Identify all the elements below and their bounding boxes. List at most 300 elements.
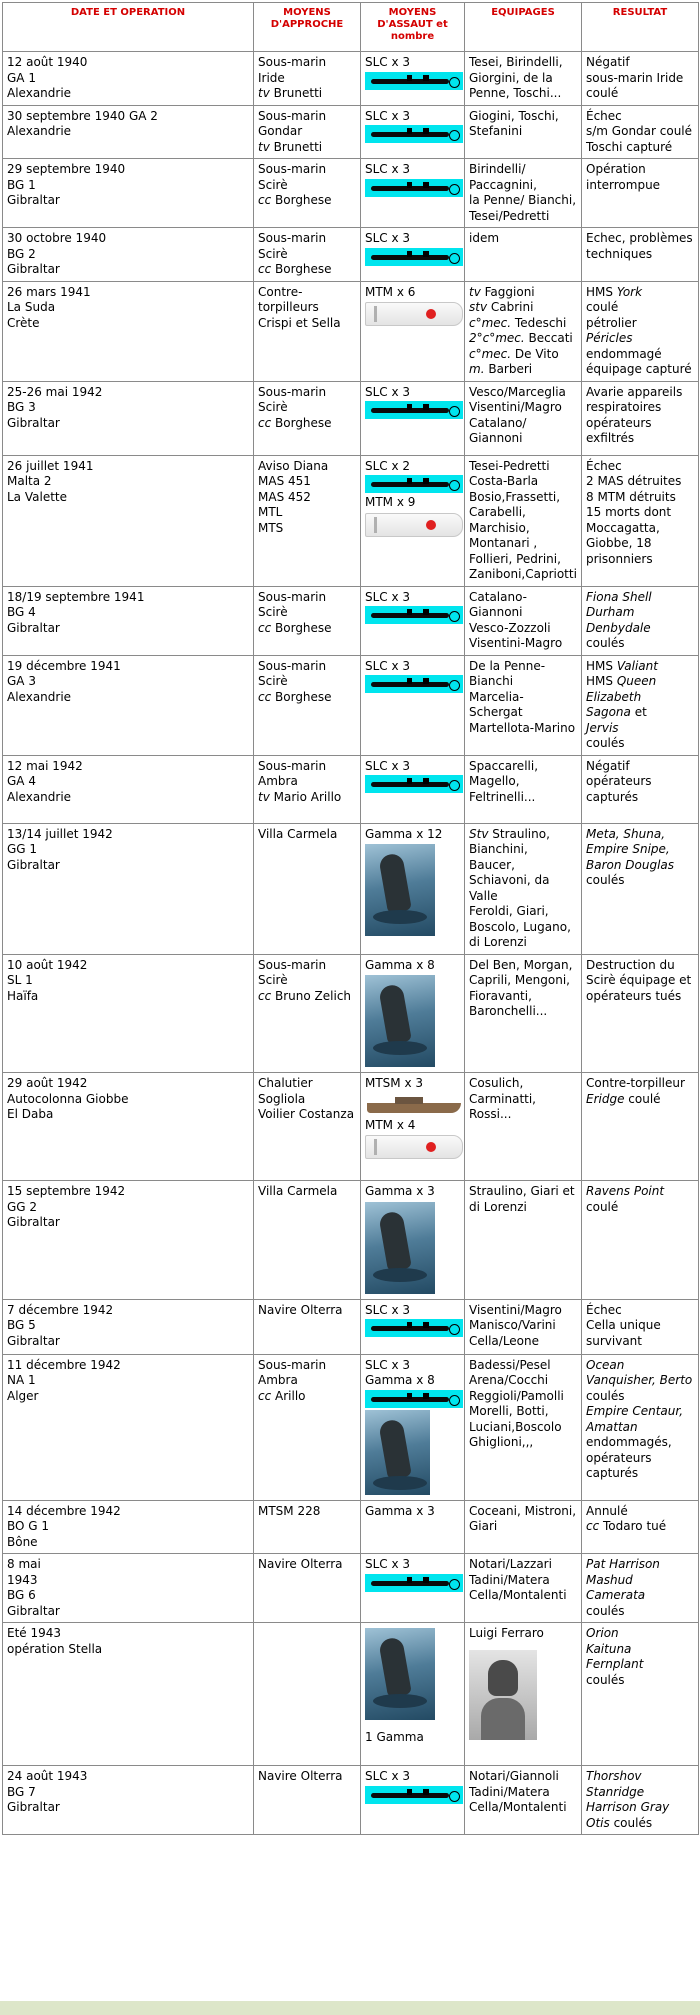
result-line-text: pétrolier (586, 315, 637, 330)
result-line (586, 1657, 694, 1673)
approach-cell (254, 755, 361, 823)
crew-line-text: Straulino, (488, 826, 550, 841)
date-operation-cell (3, 586, 254, 655)
approach-commander-text: Borghese (271, 415, 332, 430)
approach-commander-text: Bruno Zelich (271, 988, 352, 1003)
crews-text: Spaccarelli, Magello, Feltrinelli... (469, 758, 539, 804)
assault-cell (361, 159, 465, 228)
approach-cell (254, 1354, 361, 1500)
result-line-text: endommagés, opérateurs capturés (586, 1435, 672, 1480)
approach-text: Sous-marin Scirè (258, 231, 327, 261)
result-line-italic: Queen Elizabeth (586, 674, 657, 704)
crews-cell (465, 586, 582, 655)
table-row (3, 159, 699, 228)
crews-text: De la Penne-Bianchi Marcelia-Schergat Martellota-Marino (469, 658, 576, 735)
slc-seat (407, 182, 412, 188)
crews-text: Cosulich, Carminatti, Rossi... (469, 1076, 536, 1121)
result-line-italic: Stanridge (586, 1784, 645, 1799)
approach-commander-italic: cc (258, 1388, 272, 1403)
date-operation-cell (3, 1073, 254, 1181)
assault-cell (361, 655, 465, 755)
slc-seat (407, 1393, 412, 1399)
slc-seat (407, 609, 412, 615)
crews-cell (465, 1073, 582, 1181)
slc-torpedo-image (365, 401, 463, 419)
assault-label: Gamma x 12 (365, 826, 443, 841)
result-line (586, 659, 694, 675)
approach-cell (254, 455, 361, 586)
result-cell (582, 755, 699, 823)
assault-label: 1 Gamma (365, 1730, 424, 1744)
approach-commander-italic: tv (258, 86, 270, 100)
assault-label: SLC x 3 (365, 108, 411, 123)
assault-cell (361, 954, 465, 1073)
result-cell (582, 1354, 699, 1500)
result-line (586, 873, 694, 889)
crew-line-text: De Vito (511, 346, 559, 361)
approach-commander (258, 193, 356, 209)
approach-commander (258, 1389, 356, 1405)
result-cell (582, 52, 699, 106)
approach-commander-text: Borghese (271, 620, 332, 635)
approach-text: Sous-marin Scirè (258, 162, 327, 192)
slc-seat (407, 1322, 412, 1328)
slc-seat (423, 778, 429, 784)
header-assault: MOYENS D'ASSAUT et nombre (361, 3, 465, 52)
result-line-italic: Empire Centaur, Amattan (586, 1404, 684, 1434)
result-cell (582, 455, 699, 586)
crew-line (469, 842, 577, 904)
crews-cell (465, 1299, 582, 1354)
result-line (586, 1076, 694, 1092)
result-line-italic: Ravens Point (586, 1184, 665, 1198)
result-line (586, 1642, 694, 1658)
slc-seat (407, 404, 412, 410)
assault-cell (361, 105, 465, 159)
crew-line (469, 904, 577, 951)
approach-commander-italic: cc (258, 193, 272, 207)
result-line-text: HMS (586, 674, 617, 688)
approach-cell (254, 228, 361, 282)
slc-seat (407, 1577, 412, 1583)
assault-label: MTSM x 3 (365, 1076, 424, 1090)
approach-cell (254, 823, 361, 954)
slc-torpedo-image (365, 675, 463, 693)
crews-cell (465, 1554, 582, 1623)
table-row (3, 228, 699, 282)
result-line (586, 300, 694, 316)
crew-line (469, 362, 577, 378)
assault-cell (361, 586, 465, 655)
result-line (586, 605, 694, 621)
date-operation-cell (3, 159, 254, 228)
crews-cell (465, 455, 582, 586)
table-row (3, 281, 699, 381)
assault-cell (361, 1299, 465, 1354)
result-line (586, 1557, 694, 1573)
result-cell (582, 159, 699, 228)
crews-text: Badessi/Pesel Arena/Cocchi Reggioli/Pamolli Morelli, Botti, Luciani,Boscolo Ghiglioni,,, (469, 1357, 564, 1449)
approach-text: Sous-marin Scirè (258, 658, 327, 688)
date-operation-text: 10 août 1942 SL 1 Haïfa (7, 957, 88, 1003)
approach-commander-text: Borghese (271, 689, 332, 704)
slc-seat (423, 678, 429, 684)
result-line (586, 636, 694, 652)
assault-label: Gamma x 3 (365, 1184, 435, 1198)
crews-text: Coceani, Mistroni, Giari (469, 1503, 577, 1533)
result-line (586, 316, 694, 332)
approach-commander (258, 790, 356, 806)
crews-text: Birindelli/ Paccagnini, la Penne/ Bianchi, Tesei/Pedretti (469, 162, 577, 223)
table-row (3, 52, 699, 106)
result-line (586, 1092, 694, 1108)
crews-text: Del Ben, Morgan, Caprili, Mengoni, Fioravanti, Baronchelli... (469, 957, 573, 1018)
result-line-italic: Camerata (586, 1588, 646, 1602)
assault-label: MTM x 4 (365, 1117, 416, 1132)
date-operation-text: 7 décembre 1942 BG 5 Gibraltar (7, 1302, 114, 1348)
result-line (586, 736, 694, 752)
approach-commander (258, 989, 356, 1005)
result-line-italic: Mashud (586, 1572, 633, 1587)
result-line-text: Todaro tué (599, 1519, 667, 1533)
result-line-text: coulés (586, 1603, 625, 1618)
crew-line-text: Barberi (484, 362, 533, 376)
approach-text: Navire Olterra (258, 1769, 343, 1783)
gamma-diver-image (365, 1202, 435, 1294)
approach-text: Villa Carmela (258, 1184, 338, 1198)
table-row (3, 1354, 699, 1500)
crews-cell (465, 52, 582, 106)
slc-seat (423, 128, 429, 134)
result-line-text: endommagé équipage capturé (586, 346, 692, 376)
mtm-boat-image (365, 302, 463, 326)
result-line-italic: Meta, Shuna, Empire Snipe, Baron Douglas (586, 826, 675, 872)
date-operation-text: 26 mars 1941 La Suda Crète (7, 284, 91, 330)
operations-table (2, 2, 699, 1835)
crews-text: Tesei, Birindelli, Giorgini, de la Penne, Toschi... (469, 55, 563, 100)
date-operation-cell (3, 381, 254, 455)
assault-cell (361, 1623, 465, 1766)
result-line-italic: Fiona Shell (586, 589, 652, 604)
crews-cell (465, 228, 582, 282)
approach-commander-text: Borghese (271, 262, 332, 276)
result-text: Échec 2 MAS détruites 8 MTM détruits 15 morts dont Moccagatta, Giobbe, 18 prisonniers (586, 458, 682, 566)
approach-commander-italic: cc (258, 988, 272, 1003)
approach-cell (254, 1500, 361, 1554)
slc-torpedo-image (365, 179, 463, 197)
date-operation-text: 25-26 mai 1942 BG 3 Gibraltar (7, 384, 103, 430)
date-operation-cell (3, 1299, 254, 1354)
crew-line-text: Cabrini (487, 300, 534, 314)
result-cell (582, 1073, 699, 1181)
approach-commander-italic: cc (258, 689, 272, 704)
crew-line (469, 285, 577, 301)
approach-commander-text: Borghese (271, 193, 332, 207)
result-cell (582, 1623, 699, 1766)
assault-label: SLC x 2 (365, 458, 411, 473)
date-operation-cell (3, 655, 254, 755)
date-operation-text: 30 septembre 1940 GA 2 Alexandrie (7, 108, 158, 138)
approach-cell (254, 954, 361, 1073)
assault-label: SLC x 3 (365, 1302, 411, 1317)
result-line-italic: Sagona (586, 705, 631, 719)
result-line-text: coulés (586, 1388, 625, 1403)
table-row (3, 1299, 699, 1354)
approach-commander-text: Brunetti (269, 139, 323, 154)
approach-commander-text: Arillo (271, 1388, 306, 1403)
date-operation-cell (3, 281, 254, 381)
gap (365, 1722, 460, 1730)
crew-line (469, 827, 577, 843)
date-operation-text: 30 octobre 1940 BG 2 Gibraltar (7, 231, 107, 276)
result-cell (582, 823, 699, 954)
assault-label: MTM x 6 (365, 284, 416, 299)
result-line (586, 1519, 694, 1535)
date-operation-cell (3, 52, 254, 106)
date-operation-cell (3, 105, 254, 159)
assault-label: SLC x 3 (365, 658, 411, 673)
result-cell (582, 586, 699, 655)
result-text: Opération interrompue (586, 162, 661, 192)
slc-seat (423, 1577, 429, 1583)
result-line (586, 674, 694, 705)
assault-cell (361, 281, 465, 381)
crew-line-text: Bianchini, Baucer, Schiavoni, da Valle (469, 842, 550, 903)
result-line (586, 705, 694, 721)
approach-text: Navire Olterra (258, 1302, 343, 1317)
approach-commander-italic: tv (258, 139, 270, 154)
result-line-italic: Kaituna (586, 1641, 632, 1656)
date-operation-text: 29 août 1942 Autocolonna Giobbe El Daba (7, 1076, 129, 1121)
mtsm-boat-image (365, 1094, 463, 1116)
approach-commander (258, 621, 356, 637)
result-line (586, 827, 694, 874)
table-row (3, 1500, 699, 1554)
crew-line (469, 316, 577, 332)
result-cell (582, 1554, 699, 1623)
result-line-italic: Pat Harrison (586, 1557, 660, 1571)
result-text: Échec s/m Gondar coulé Toschi capturé (586, 108, 693, 154)
approach-cell (254, 281, 361, 381)
result-line-text: coulés (586, 736, 625, 750)
result-line (586, 1404, 694, 1435)
table-body (3, 52, 699, 1835)
date-operation-cell (3, 1623, 254, 1766)
result-text: Destruction du Scirè équipage et opérateurs tués (586, 957, 692, 1003)
header-result: RESULTAT (582, 3, 699, 52)
result-line-text: Contre-torpilleur (586, 1076, 685, 1090)
header-crews: EQUIPAGES (465, 3, 582, 52)
result-line (586, 590, 694, 606)
approach-text: Sous-marin Gondar (258, 108, 327, 138)
result-line-italic: Durham (586, 605, 635, 619)
header-row (3, 3, 699, 52)
crews-cell (465, 159, 582, 228)
gamma-diver-image (365, 1410, 430, 1495)
table-row (3, 105, 699, 159)
assault-label: Gamma x 3 (365, 1503, 435, 1518)
date-operation-cell (3, 1766, 254, 1835)
crew-line-italic: Stv (469, 826, 489, 841)
crews-text: Notari/Lazzari Tadini/Matera Cella/Montalenti (469, 1557, 567, 1602)
result-cell (582, 1500, 699, 1554)
result-text: Echec, problèmes techniques (586, 231, 693, 261)
slc-seat (423, 75, 429, 81)
result-line (586, 1769, 694, 1785)
approach-text: MTSM 228 (258, 1503, 321, 1518)
gamma-diver-image (365, 1628, 435, 1720)
assault-cell (361, 823, 465, 954)
result-line-italic: Thorshov (586, 1769, 642, 1783)
result-line-text: Annulé (586, 1503, 628, 1518)
mtm-stack (374, 517, 377, 533)
result-line (586, 1504, 694, 1520)
assault-cell (361, 1073, 465, 1181)
slc-torpedo-image (365, 606, 463, 624)
approach-text: Sous-marin Iride (258, 55, 327, 85)
result-line (586, 1604, 694, 1620)
crew-line-text: Faggioni (480, 284, 535, 299)
result-line (586, 347, 694, 378)
mtm-stack (374, 1139, 377, 1155)
header-approach: MOYENS D'APPROCHE (254, 3, 361, 52)
approach-cell (254, 1623, 361, 1766)
crews-text: Notari/Giannoli Tadini/Matera Cella/Montalenti (469, 1769, 567, 1814)
date-operation-text: 18/19 septembre 1941 BG 4 Gibraltar (7, 589, 145, 635)
slc-torpedo-image (365, 248, 463, 266)
date-operation-cell (3, 1500, 254, 1554)
approach-commander-italic: cc (258, 415, 272, 430)
approach-commander (258, 262, 356, 278)
assault-label: SLC x 3 (365, 384, 411, 399)
result-line-italic: Jervis (586, 720, 619, 735)
table-row (3, 823, 699, 954)
slc-seat (423, 1789, 429, 1795)
approach-cell (254, 1181, 361, 1300)
approach-commander (258, 690, 356, 706)
result-line (586, 1184, 694, 1200)
slc-seat (407, 251, 412, 257)
date-operation-text: Eté 1943 opération Stella (7, 1626, 103, 1656)
approach-cell (254, 586, 361, 655)
slc-seat (423, 404, 429, 410)
assault-cell (361, 455, 465, 586)
crew-line (469, 331, 577, 347)
result-line (586, 1800, 694, 1831)
result-line-italic: Fernplant (586, 1657, 644, 1671)
crews-cell (465, 1181, 582, 1300)
crews-text: Visentini/Magro Manisco/Varini Cella/Leone (469, 1302, 562, 1348)
slc-torpedo-image (365, 72, 463, 90)
approach-cell (254, 159, 361, 228)
slc-torpedo-image (365, 475, 463, 493)
result-line (586, 1588, 694, 1604)
approach-commander (258, 416, 356, 432)
mtm-boat-image (365, 1135, 463, 1159)
assault-label: MTM x 9 (365, 495, 416, 509)
assault-cell (361, 1181, 465, 1300)
crews-text: Luigi Ferraro (469, 1626, 544, 1640)
result-line-text: et (630, 705, 647, 719)
mtm-stack (374, 306, 377, 322)
approach-cell (254, 1554, 361, 1623)
assault-label: SLC x 3 (365, 55, 411, 69)
slc-torpedo-image (365, 1786, 463, 1804)
result-cell (582, 381, 699, 455)
approach-text: Aviso Diana MAS 451 MAS 452 MTL MTS (258, 458, 329, 535)
slc-seat (407, 478, 412, 484)
crew-line-text: Feroldi, Giari, Boscolo, Lugano, di Lorenzi (469, 904, 571, 949)
table-row (3, 455, 699, 586)
date-operation-text: 26 juillet 1941 Malta 2 La Valette (7, 458, 94, 504)
table-row (3, 755, 699, 823)
date-operation-text: 15 septembre 1942 GG 2 Gibraltar (7, 1184, 126, 1229)
result-line (586, 1435, 694, 1482)
result-text: Négatif opérateurs capturés (586, 758, 652, 804)
result-line (586, 1626, 694, 1642)
crews-text: idem (469, 231, 500, 245)
approach-text: Contre-torpilleurs Crispi et Sella (258, 284, 341, 330)
date-operation-cell (3, 954, 254, 1073)
crews-cell (465, 755, 582, 823)
result-cell (582, 1299, 699, 1354)
crew-line (469, 300, 577, 316)
assault-cell (361, 1354, 465, 1500)
result-text: Échec Cella unique survivant (586, 1302, 661, 1348)
table-row (3, 1554, 699, 1623)
result-line (586, 331, 694, 347)
result-cell (582, 228, 699, 282)
crew-line-italic: stv (469, 300, 488, 314)
result-line (586, 1785, 694, 1801)
result-text: Négatif sous-marin Iride coulé (586, 55, 684, 100)
result-cell (582, 1181, 699, 1300)
date-operation-text: 19 décembre 1941 GA 3 Alexandrie (7, 658, 121, 704)
assault-cell (361, 1554, 465, 1623)
result-line-italic: Péricles (586, 331, 633, 345)
slc-seat (407, 75, 412, 81)
slc-seat (423, 478, 429, 484)
result-line-text: HMS (586, 284, 617, 299)
result-line (586, 1200, 694, 1216)
result-cell (582, 954, 699, 1073)
result-line-text: coulés (586, 636, 625, 650)
date-operation-cell (3, 823, 254, 954)
gamma-diver-image (365, 975, 435, 1067)
gamma-diver-image (365, 844, 435, 936)
slc-seat (423, 609, 429, 615)
date-operation-text: 14 décembre 1942 BO G 1 Bône (7, 1503, 121, 1549)
approach-cell (254, 655, 361, 755)
table-row (3, 954, 699, 1073)
approach-cell (254, 1766, 361, 1835)
approach-commander-text: Brunetti (269, 86, 323, 100)
approach-commander-italic: cc (258, 262, 272, 276)
result-line-italic: Harrison Gray Otis (586, 1800, 670, 1830)
slc-torpedo-image (365, 1390, 463, 1408)
header-date: DATE ET OPERATION (3, 3, 254, 52)
date-operation-cell (3, 1181, 254, 1300)
assault-label: SLC x 3 (365, 162, 411, 176)
crew-line-italic: 2°c°mec. (469, 331, 525, 345)
slc-seat (423, 1393, 429, 1399)
result-cell (582, 105, 699, 159)
slc-seat (407, 1789, 412, 1795)
assault-label: Gamma x 8 (365, 957, 435, 972)
assault-cell (361, 1766, 465, 1835)
slc-torpedo-image (365, 775, 463, 793)
slc-seat (423, 182, 429, 188)
